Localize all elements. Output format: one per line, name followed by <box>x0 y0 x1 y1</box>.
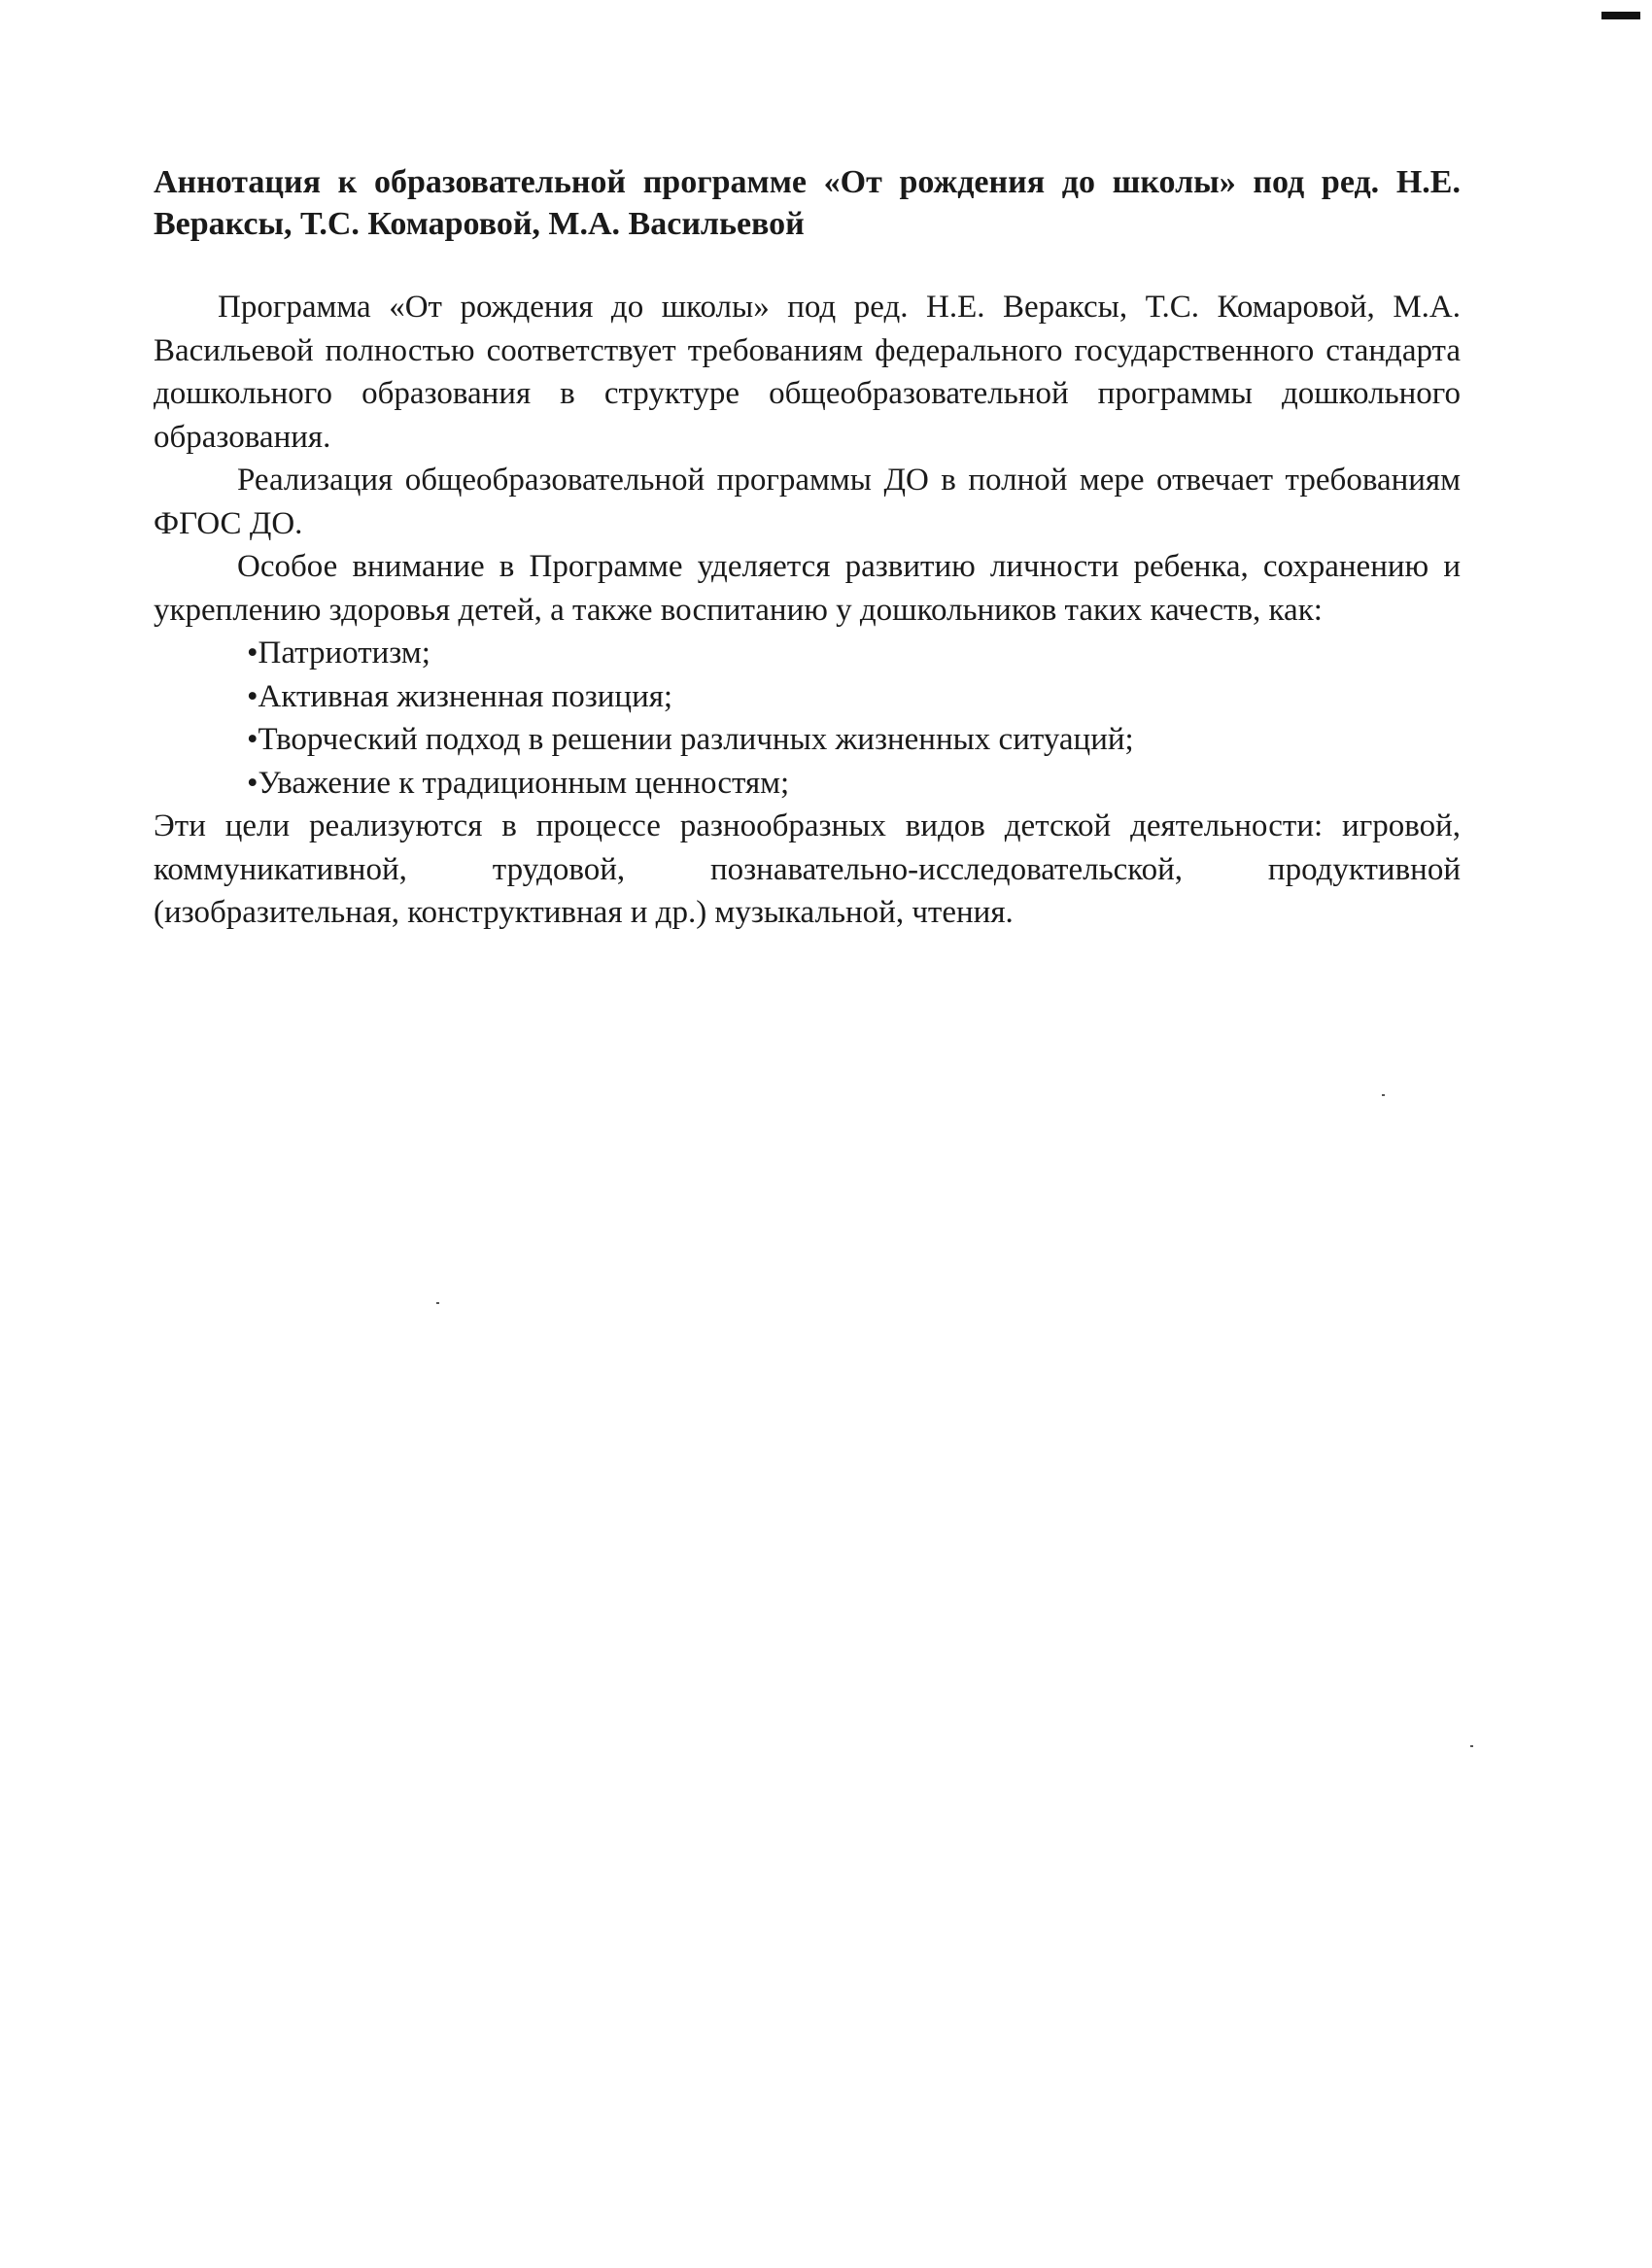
paragraph-special-attention: Особое внимание в Программе уделяется развитию личности ребенка, сохранению и укреплению здоровья детей, а также воспитанию у дошкольников таких качеств, как: <box>154 549 1461 628</box>
list-item: •Уважение к традиционным ценностям; <box>247 765 790 801</box>
document-body <box>154 286 1461 935</box>
scan-edge-mark <box>1601 12 1640 19</box>
scan-speck <box>1382 1094 1385 1096</box>
paragraph-program-compliance: Программа «От рождения до школы» под ред. Н.Е. Вераксы, Т.С. Комаровой, М.А. Васильевой полностью соответствует требованиям федерального государственного стандарта дошкольного образования в структуре общеобразовательной программы дошкольного образования. <box>154 290 1461 455</box>
list-item: •Патриотизм; <box>247 636 430 670</box>
scan-speck <box>1470 1745 1473 1747</box>
list-item: •Активная жизненная позиция; <box>247 678 673 714</box>
document-title: Аннотация к образовательной программе «От рождения до школы» под ред. Н.Е. Вераксы, Т.С. Комаровой, М.А. Васильевой <box>154 164 1461 242</box>
paragraph-activity-types: Эти цели реализуются в процессе разнообразных видов детской деятельности: игровой, коммуникативной, трудовой, познавательно-исследовательской, продуктивной (изобразительная, конструктивная и др.) музыкальной, чтения. <box>154 808 1461 930</box>
scan-speck <box>436 1302 439 1304</box>
list-item: •Творческий подход в решении различных жизненных ситуаций; <box>247 722 1134 757</box>
qualities-list <box>154 632 1461 805</box>
paragraph-fgos-requirements: Реализация общеобразовательной программы ДО в полной мере отвечает требованиям ФГОС ДО. <box>154 463 1461 541</box>
document-page <box>154 161 1461 935</box>
